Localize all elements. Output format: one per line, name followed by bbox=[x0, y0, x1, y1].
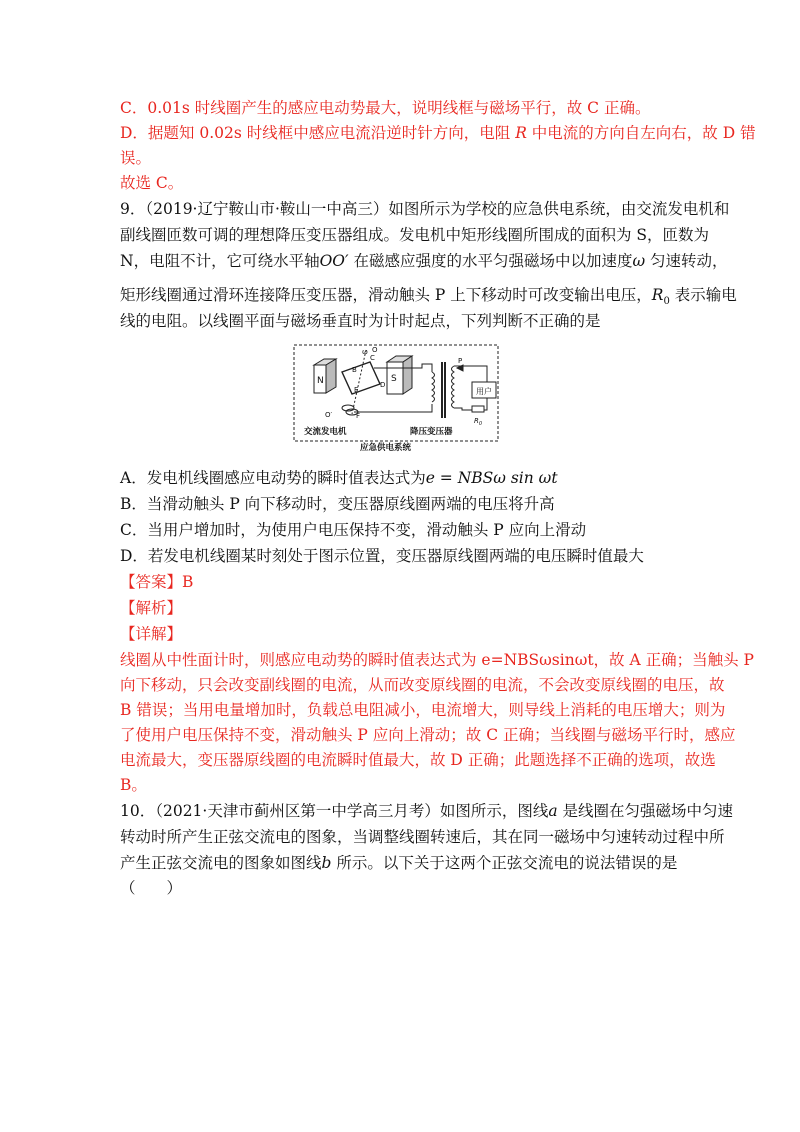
label-o-top: O bbox=[372, 346, 378, 354]
q9-explanation-line: 向下移动，只会改变副线圈的电流，从而改变原线圈的电流，不会改变原线圈的电压，故 bbox=[120, 676, 725, 694]
label-transformer: 降压变压器 bbox=[410, 427, 453, 437]
q9-stem-line3: N，电阻不计，它可绕水平轴OO′ 在磁感应强度的水平匀强磁场中以加速度ω 匀速转动， bbox=[120, 252, 728, 270]
prev-option-d-line2: 误。 bbox=[120, 149, 152, 167]
wire-out-bottom bbox=[454, 408, 472, 410]
label-c: C bbox=[370, 354, 375, 362]
q9-stem-line4: 矩形线圈通过滑环连接降压变压器，滑动触头 P 上下移动时可改变输出电压，$R_0$ 表示输电 bbox=[120, 286, 737, 307]
label-s: S bbox=[391, 374, 397, 384]
label-p: P bbox=[458, 357, 463, 365]
secondary-coil bbox=[452, 366, 455, 408]
label-omega: ω bbox=[362, 348, 368, 356]
q9-stem-line1: 9．（2019·辽宁鞍山市·鞍山一中高三）如图所示为学校的应急供电系统，由交流发电机和 bbox=[120, 200, 730, 218]
q9-explanation-line: 了使用户电压保持不变，滑动触头 P 应向上滑动；故 C 正确；当线圈与磁场平行时，感应 bbox=[120, 726, 736, 744]
figure-caption: 应急供电系统 bbox=[360, 443, 412, 453]
q9-answer: 【答案】B bbox=[120, 573, 194, 591]
q9-explanation-line: B。 bbox=[120, 776, 147, 794]
label-d: D bbox=[380, 381, 386, 389]
label-o-bottom: O′ bbox=[325, 411, 333, 419]
rotating-coil bbox=[342, 362, 380, 394]
slip-ring-1 bbox=[342, 405, 354, 411]
label-r0: $R_0$ bbox=[474, 417, 483, 427]
q9-option-b: B．当滑动触头 P 向下移动时，变压器原线圈两端的电压将升高 bbox=[120, 495, 555, 513]
q9-option-a: A．发电机线圈感应电动势的瞬时值表达式为e = NBSω sin ωt bbox=[120, 469, 558, 487]
label-generator: 交流发电机 bbox=[304, 427, 347, 437]
prev-option-c: C．0.01s 时线圈产生的感应电动势最大，说明线框与磁场平行，故 C 正确。 bbox=[120, 99, 651, 117]
q9-analysis-heading: 【解析】 bbox=[120, 599, 183, 617]
label-user: 用户 bbox=[476, 387, 492, 396]
label-b: B bbox=[352, 366, 357, 374]
q9-explanation-line: B 错误；当用电量增加时，负载总电阻减小，电流增大，则导线上消耗的电压增大；则为 bbox=[120, 701, 726, 719]
wire-lower bbox=[354, 404, 432, 412]
label-n: N bbox=[317, 376, 324, 386]
q10-stem-line1: 10．（2021·天津市蓟州区第一中学高三月考）如图所示，图线a 是线圈在匀强磁场中匀速 bbox=[120, 802, 734, 820]
q9-detail-heading: 【详解】 bbox=[120, 625, 183, 643]
q10-stem-line3: 产生正弦交流电的图象如图线b 所示。以下关于这两个正弦交流电的说法错误的是 bbox=[120, 854, 678, 872]
q9-explanation-line: 电流最大，变压器原线圈的电流瞬时值最大，故 D 正确；此题选择不正确的选项，故选 bbox=[120, 751, 716, 769]
q9-option-c: C．当用户增加时，为使用户电压保持不变，滑动触头 P 应向上滑动 bbox=[120, 521, 587, 539]
q9-explanation-line: 线圈从中性面计时，则感应电动势的瞬时值表达式为 e=NBSωsinωt，故 A 正确；当触头 P bbox=[120, 651, 754, 669]
q10-stem-line2: 转动时所产生正弦交流电的图象，当调整线圈转速后，其在同一磁场中匀速转动过程中所 bbox=[120, 828, 725, 846]
primary-coil bbox=[432, 372, 435, 402]
prev-conclusion: 故选 C。 bbox=[120, 174, 184, 192]
q9-stem-line2: 副线圈匝数可调的理想降压变压器组成。发电机中矩形线圈所围成的面积为 S，匝数为 bbox=[120, 226, 710, 244]
q9-circuit-figure bbox=[292, 342, 500, 454]
label-f: F bbox=[356, 412, 361, 420]
rotation-axis bbox=[352, 350, 366, 414]
q9-stem-line5: 线的电阻。以线圈平面与磁场垂直时为计时起点，下列判断不正确的是 bbox=[120, 312, 601, 330]
q9-option-d: D．若发电机线圈某时刻处于图示位置，变压器原线圈两端的电压瞬时值最大 bbox=[120, 547, 644, 565]
q10-answer-blank: （ ） bbox=[120, 879, 183, 897]
resistor-r0 bbox=[472, 406, 484, 412]
label-e: E bbox=[354, 386, 359, 394]
prev-option-d-line1: D．据题知 0.02s 时线框中感应电流沿逆时针方向，电阻 R 中电流的方向自左向右，故 D 错 bbox=[120, 124, 756, 142]
